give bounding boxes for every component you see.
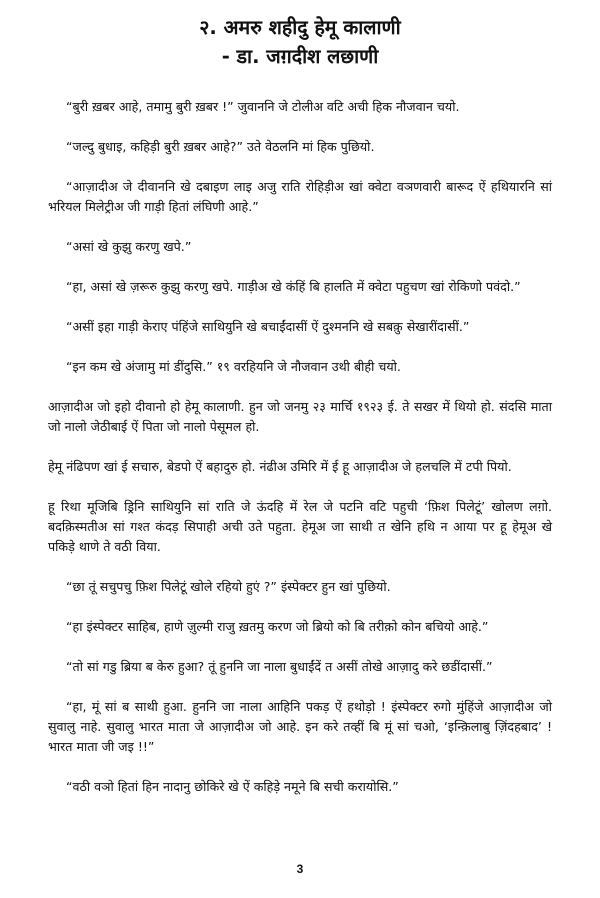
paragraph: हू रिथा मूजिबि ड्रिनि साथियुनि सां राति जे ऊंदहि में रेल जे पटनि वटि पहुची ‘फ़िश पिलेटूं’ खोलण लग़ो. बदक़िस्मतीअ सां गश्त कंदड़ सिपाही अची उते पहुता. हेमूअ जा साथी त खेनि हथि न आया पर हू हेमूअ खे पकिड़े थाणे ते वठी विया. <box>48 499 552 554</box>
paragraph: “वठी वञो हितां हिन नादानु छोकिरे खे ऐं कहिड़े नमूने बि सची करायोसि.” <box>66 779 399 794</box>
paragraph: आज़ादीअ जो इहो दीवानो हो हेमू कालाणी. हुन जो जनमु २३ मार्चि १९२३ ई. ते सखर में थियो हो. संदसि माता जो नालो जेठीबाई ऐं पिता जो नालो पेसूमल हो. <box>48 399 552 434</box>
page-number: 3 <box>296 862 304 876</box>
paragraph: “छा तूं सचुपचु फ़िश पिलेटूं खोले रहियो हुएं ?” इंस्पेक्टर हुन खां पुछियो. <box>66 579 391 594</box>
chapter-body <box>48 97 552 797</box>
paragraph: “तो सां गडु ब्रिया ब केरु हुआ? तूं हुननि जा नाला बुधाईंदें त असीं तोखे आज़ादु करे छडींदासीं.” <box>66 659 493 674</box>
paragraph: “असीं इहा गाड़ी केराए पंहिंजे साथियुनि खे बचाईंदासीं ऐं दुश्मननि खे सबक़ु सेखारींदासीं.” <box>66 319 470 334</box>
chapter-title: २. अमरु शहीदु हेमू कालाणी <box>199 16 401 39</box>
paragraph: “असां खे कुझु करणु खपे.” <box>66 239 192 254</box>
paragraph: “हा, असां खे ज़रूरु कुझु करणु खपे. गाड़ीअ खे कंहिं बि हालति में क्वेटा पहुचण खां रोकिणो पवंदो.” <box>66 279 521 294</box>
paragraph: “हा, मूं सां ब साथी हुआ. हुननि जा नाला आहिनि पकड़ ऐं हथोड़ो ! इंस्पेक्टर रुगो मुंहिंजे आज़ादीअ जो सुवालु नाहे. सुवालु भारत माता जे आज़ादीअ जो आहे. इन करे तव्हीं बि मूं सां चओ, ‘इन्क़िलाबु ज़िंदहबाद’ ! भारत माता जी जइ !!” <box>48 699 552 754</box>
paragraph: “हा इंस्पेक्टर साहिब, हाणे ज़ुल्मी राजु ख़तमु करण जो ब्रियो को बि तरीक़ो कोन बचियो आहे.” <box>66 619 489 634</box>
paragraph: “बुरी ख़बर आहे, तमामु बुरी ख़बर !” जुवाननि जे टोलीअ वटि अची हिक नौजवान चयो. <box>66 99 460 114</box>
paragraph: हेमू नंढिपण खां ई सचारु, बेडपो ऐं बहादुरु हो. नंढीअ उमिरि में ई हू आज़ादीअ जे हलचलि में टपी पियो. <box>48 459 512 474</box>
paragraph: “जल्दु बुधाइ, कहिड़ी बुरी ख़बर आहे?” उते वेठलनि मां हिक पुछियो. <box>66 139 375 154</box>
paragraph: “आज़ादीअ जे दीवाननि खे दबाइण लाइ अजु राति रोहिड़ीअ खां क्वेटा वञणवारी बारूद ऐं हथियारनि सां भरियल मिलेट्रीअ जी गाड़ी हितां लंघिणी आहे.” <box>48 179 552 214</box>
paragraph: “इन कम खे अंजामु मां डींदुसि.” १९ वरहियनि जे नौजवान उथी बीही चयो. <box>66 359 401 374</box>
chapter-author: - डा. जग़दीश लछाणी <box>221 45 379 68</box>
